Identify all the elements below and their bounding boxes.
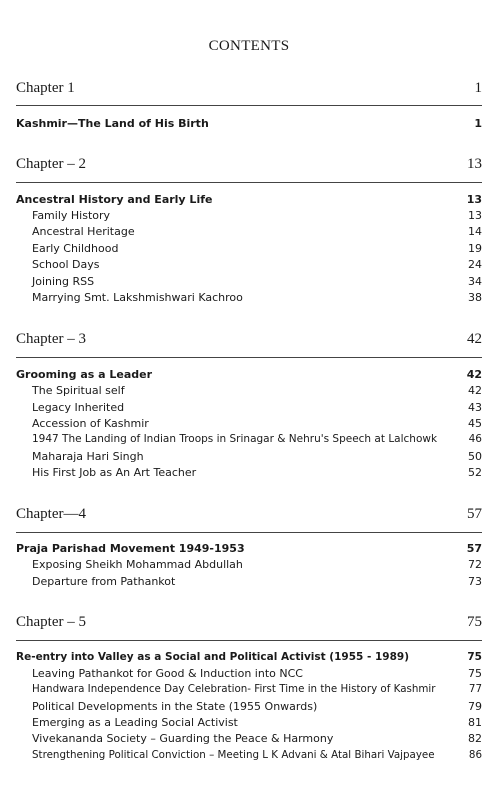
entry-page: 42 xyxy=(468,384,482,397)
entry-title: Leaving Pathankot for Good & Induction into NCC xyxy=(32,667,303,680)
toc-entry[interactable] xyxy=(32,209,482,222)
toc-entry[interactable] xyxy=(32,417,482,430)
entry-page: 14 xyxy=(468,225,482,238)
entry-title: Strengthening Political Conviction – Meeting L K Advani & Atal Bihari Vajpayee xyxy=(32,749,435,761)
entry-title: Departure from Pathankot xyxy=(32,575,176,588)
chapter-heading[interactable] xyxy=(16,331,482,348)
chapter-heading[interactable] xyxy=(16,80,482,97)
toc-entry[interactable] xyxy=(32,749,482,761)
chapter-heading[interactable] xyxy=(16,156,482,173)
divider xyxy=(16,182,482,183)
entry-page: 43 xyxy=(468,401,482,414)
chapter-page: 42 xyxy=(467,331,482,347)
toc-entry[interactable] xyxy=(32,401,482,414)
section-page: 57 xyxy=(466,542,482,555)
entry-title: Marrying Smt. Lakshmishwari Kachroo xyxy=(32,291,243,304)
entry-page: 45 xyxy=(468,417,482,430)
entry-page: 13 xyxy=(468,209,482,222)
toc-entry[interactable] xyxy=(32,258,482,271)
chapter-label: Chapter – 3 xyxy=(16,331,86,347)
entry-page: 38 xyxy=(468,291,482,304)
toc-entry[interactable] xyxy=(32,683,482,695)
entry-page: 86 xyxy=(468,749,482,761)
chapter-page: 75 xyxy=(467,614,482,630)
chapter-label: Chapter 1 xyxy=(16,80,75,96)
entry-title: The Spiritual self xyxy=(32,384,125,397)
toc-entry[interactable] xyxy=(32,700,482,713)
chapter-label: Chapter—4 xyxy=(16,506,86,522)
page-title: CONTENTS xyxy=(208,38,290,54)
chapter-heading[interactable] xyxy=(16,506,482,523)
toc-entry[interactable] xyxy=(32,575,482,588)
entry-page: 81 xyxy=(468,716,482,729)
toc-entry[interactable] xyxy=(32,667,482,680)
entry-title: Emerging as a Leading Social Activist xyxy=(32,716,238,729)
chapter-label: Chapter – 2 xyxy=(16,156,86,172)
divider xyxy=(16,357,482,358)
chapter-heading[interactable] xyxy=(16,614,482,631)
toc-entry[interactable] xyxy=(32,384,482,397)
chapter-page: 1 xyxy=(474,80,482,96)
entry-page: 73 xyxy=(468,575,482,588)
section-heading[interactable] xyxy=(16,193,482,206)
entry-title: Exposing Sheikh Mohammad Abdullah xyxy=(32,558,243,571)
entry-title: Vivekananda Society – Guarding the Peace & Harmony xyxy=(32,732,334,745)
entry-title: Maharaja Hari Singh xyxy=(32,450,144,463)
section-heading[interactable] xyxy=(16,542,482,555)
toc-entry[interactable] xyxy=(32,433,482,445)
entry-page: 77 xyxy=(468,683,482,695)
entry-title: Political Developments in the State (1955 Onwards) xyxy=(32,700,318,713)
entry-title: Family History xyxy=(32,209,111,222)
entry-page: 82 xyxy=(468,732,482,745)
toc-entry[interactable] xyxy=(32,275,482,288)
toc-entry[interactable] xyxy=(32,450,482,463)
entry-page: 46 xyxy=(468,433,482,445)
divider xyxy=(16,105,482,106)
entry-title: 1947 The Landing of Indian Troops in Srinagar & Nehru's Speech at Lalchowk xyxy=(32,433,438,445)
entry-page: 79 xyxy=(468,700,482,713)
entry-title: Early Childhood xyxy=(32,242,119,255)
section-page: 75 xyxy=(467,651,482,663)
toc-entry[interactable] xyxy=(32,242,482,255)
divider xyxy=(16,640,482,641)
entry-title: His First Job as An Art Teacher xyxy=(32,466,197,479)
chapter-page: 13 xyxy=(467,156,482,172)
divider xyxy=(16,532,482,533)
chapter-label: Chapter – 5 xyxy=(16,614,86,630)
section-heading[interactable] xyxy=(16,651,482,663)
toc-entry[interactable] xyxy=(32,716,482,729)
toc-entry[interactable] xyxy=(32,225,482,238)
entry-title: Joining RSS xyxy=(32,275,95,288)
section-page: 1 xyxy=(474,117,482,130)
toc-entry[interactable] xyxy=(32,558,482,571)
entry-page: 50 xyxy=(468,450,482,463)
entry-page: 24 xyxy=(468,258,482,271)
section-page: 13 xyxy=(466,193,482,206)
entry-page: 52 xyxy=(468,466,482,479)
entry-title: Legacy Inherited xyxy=(32,401,125,414)
section-title: Ancestral History and Early Life xyxy=(16,193,213,206)
entry-title: Ancestral Heritage xyxy=(32,225,135,238)
entry-title: School Days xyxy=(32,258,100,271)
entry-page: 75 xyxy=(468,667,482,680)
section-page: 42 xyxy=(466,368,482,381)
toc-entry[interactable] xyxy=(32,466,482,479)
entry-page: 19 xyxy=(468,242,482,255)
toc-entry[interactable] xyxy=(32,732,482,745)
section-heading[interactable] xyxy=(16,368,482,381)
entry-page: 34 xyxy=(468,275,482,288)
chapter-page: 57 xyxy=(467,506,482,522)
entry-title: Handwara Independence Day Celebration- First Time in the History of Kashmir xyxy=(32,683,436,695)
section-heading[interactable] xyxy=(16,117,482,130)
section-title: Praja Parishad Movement 1949-1953 xyxy=(16,542,245,555)
entry-page: 72 xyxy=(468,558,482,571)
section-title: Grooming as a Leader xyxy=(16,368,153,381)
section-title: Re-entry into Valley as a Social and Political Activist (1955 - 1989) xyxy=(16,651,410,663)
toc-entry[interactable] xyxy=(32,291,482,304)
section-title: Kashmir—The Land of His Birth xyxy=(16,117,209,130)
entry-title: Accession of Kashmir xyxy=(32,417,149,430)
